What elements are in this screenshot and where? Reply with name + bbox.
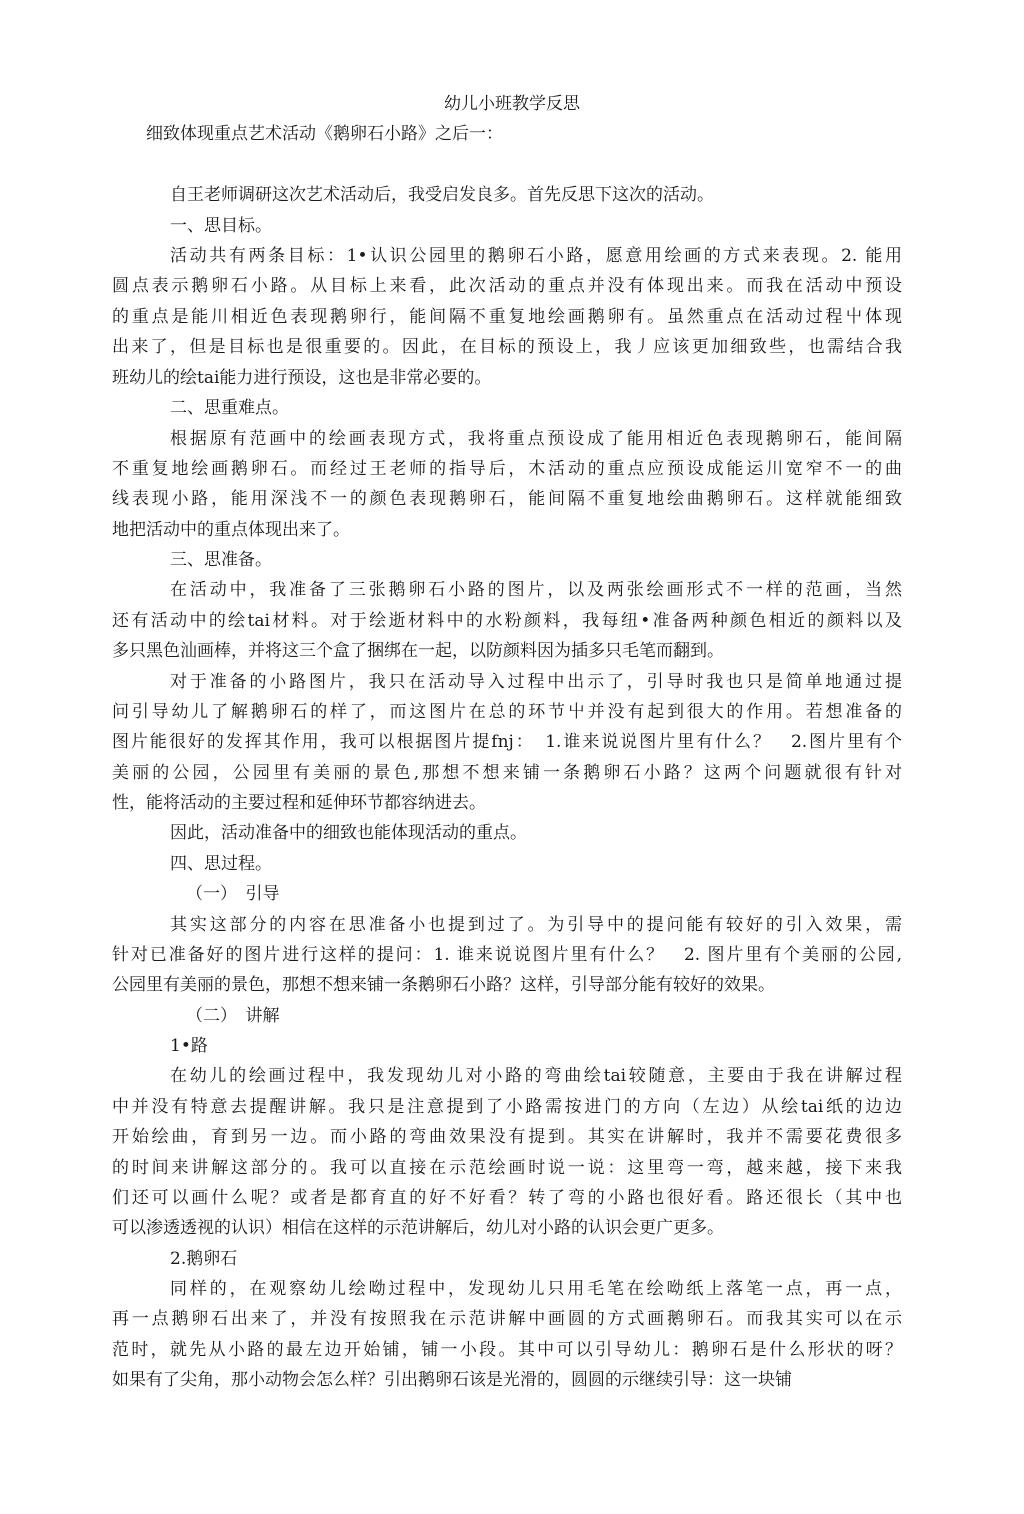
text-line: 线表现小路，能用深浅不一的颜色表现鹅卵石，能间隔不重复地绘曲鹅卵石。这样就能细致 bbox=[112, 489, 902, 509]
text-line: 四、思过程。 bbox=[170, 854, 272, 874]
text-line: 再一点鹅卵石出来了，并没有按照我在示范讲解中画圆的方式画鹅卵石。而我其实可以在示 bbox=[112, 1309, 902, 1329]
text-line: 多只黑色汕画棒，并将这三个盒了捆绑在一起，以防颜料因为插多只毛笔而翻到。 bbox=[112, 641, 724, 661]
text-line: 问引导幼儿了解鹅卵石的样了，而这图片在总的环节屮并没有起到很大的作用。若想准备的 bbox=[112, 702, 902, 722]
text-line: 在幼儿的绘画过程中，我发现幼儿对小路的弯曲绘tai较随意，主要由于我在讲解过程 bbox=[170, 1066, 902, 1086]
text-line: 的重点是能川相近色表现鹅卵行，能间隔不重复地绘画鹅卵有。虽然重点在活动过程屮体现 bbox=[112, 307, 902, 327]
text-line: 范时，就先从小路的最左边开始铺，铺一小段。其中可以引导幼儿：鹅卵石是什么形状的呀？ bbox=[112, 1340, 902, 1360]
text-line: 二、思重难点。 bbox=[170, 398, 289, 418]
text-line: 还有活动中的绘tai材料。对于绘逝材料中的水粉颜料，我每纽•准备两种颜色相近的颜料以及 bbox=[112, 611, 902, 631]
text-line: （二） 讲解 bbox=[186, 1006, 280, 1026]
text-line: 2.鹅卵石 bbox=[170, 1249, 238, 1269]
text-line: 因此，活动准备中的细致也能体现活动的重点。 bbox=[170, 823, 527, 843]
text-line: 1•路 bbox=[170, 1036, 208, 1056]
text-line: 如果有了尖角，那小动物会怎么样？引出鹅卵石该是光滑的，圆圆的示继续引导：这一块铺 bbox=[112, 1370, 792, 1390]
text-line: 的时间来讲解这部分的。我可以直接在示范绘画时说一说：这里弯一弯，越来越，接下来我 bbox=[112, 1158, 902, 1178]
text-line: 美丽的公园，公园里有美丽的景色,那想不想来铺一条鹅卵石小路？这两个问题就很有针对 bbox=[112, 763, 902, 783]
text-line: 图片能很好的发挥其作用，我可以根据图片提fnj： 1.谁来说说图片里有什么？ 2.图片里有个 bbox=[112, 732, 902, 752]
text-line: 根据原有范画中的绘画表现方式，我将重点预设成了能用相近色表现鹅卵石，能间隔 bbox=[170, 429, 902, 449]
document-title: 幼儿小班教学反思 bbox=[444, 94, 580, 114]
text-line: 中并没有特意去提醒讲解。我只是注意提到了小路需按进门的方向（左边）从绘tai纸的边边 bbox=[112, 1097, 902, 1117]
text-line: 圆点表示鹅卵石小路。从目标上来看，此次活动的重点并没有体现出来。而我在活动中预设 bbox=[112, 276, 902, 296]
text-line: 自王老师调研这次艺术活动后，我受启发良多。首先反思下这次的活动。 bbox=[170, 185, 714, 205]
text-line: 细致体现重点艺术活动《鹅卵石小路》之后一： bbox=[146, 124, 503, 144]
text-line: 其实这部分的内容在思准备小也提到过了。为引导中的提问能有较好的引入效果，需 bbox=[170, 915, 902, 935]
text-line: 同样的，在观察幼儿绘呦过程中，发现幼儿只用毛笔在绘呦纸上落笔一点，再一点， bbox=[170, 1279, 902, 1299]
text-line: 班幼儿的绘tai能力进行预设，这也是非常必要的。 bbox=[112, 368, 492, 388]
text-line: 不重复地绘画鹅卵石。而经过王老师的指导后，木活动的重点应预设成能运川宽窄不一的曲 bbox=[112, 459, 902, 479]
text-line: 对于准备的小路图片，我只在活动导入过程中出示了，引导时我也只是简单地通过提 bbox=[170, 672, 902, 692]
text-line: 出来了，但是目标也是很重要的。因此，在目标的预设上，我丿应该更加细致些，也需结合我 bbox=[112, 337, 902, 357]
text-line: 可以渗透透视的认识）相信在这样的示范讲解后，幼儿对小路的认识会更广更多。 bbox=[112, 1218, 724, 1238]
text-line: 们还可以画什么呢？或者是都育直的好不好看？转了弯的小路也很好看。路还很长（其中也 bbox=[112, 1188, 902, 1208]
text-line: 针对已准备好的图片进行这样的提问：1. 谁来说说图片里有什么？ 2. 图片里有个美丽的公园, bbox=[112, 945, 902, 965]
text-line: （一） 引导 bbox=[186, 884, 280, 904]
text-line: 地把活动中的重点体现出来了。 bbox=[112, 520, 350, 540]
text-line: 活动共有两条目标：1•认识公园里的鹅卵石小路，愿意用绘画的方式来表现。2. 能用 bbox=[170, 246, 902, 266]
text-line: 公园里有美丽的景色，那想不想来铺一条鹅卵石小路？这样，引导部分能有较好的效果。 bbox=[112, 975, 775, 995]
text-line: 性，能将活动的主要过程和延伸环节都容纳进去。 bbox=[112, 793, 486, 813]
text-line: 一、思目标。 bbox=[170, 216, 272, 236]
text-line: 在活动中，我准备了三张鹅卵石小路的图片，以及两张绘画形式不一样的范画，当然 bbox=[170, 580, 902, 600]
text-line: 三、思准备。 bbox=[170, 550, 272, 570]
text-line: 开始绘曲，育到另一边。而小路的弯曲效果没有提到。其实在讲解时，我并不需要花费很多 bbox=[112, 1127, 902, 1147]
